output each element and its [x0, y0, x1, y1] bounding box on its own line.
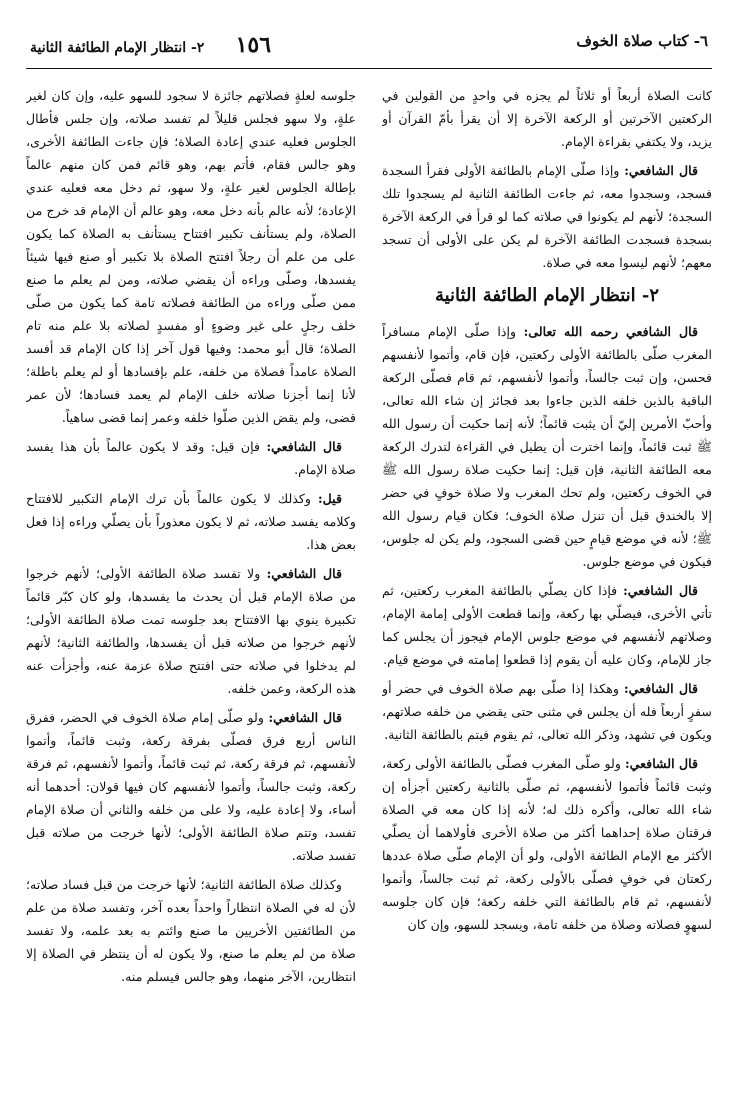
paragraph [382, 752, 712, 936]
paragraph: كانت الصلاة أربعاً أو ثلاثاً لم يجزه في واحدٍ من القولين في الركعتين الآخرتين أو الركعة الآخرة إلا أن يقرأ بأمّ القرآن أو يزيد، ولا يكتفي بقراءة الإمام. [382, 88, 712, 149]
paragraph: جلوسه لعلةٍ فصلاتهم جائزة لا سجود للسهو عليه، وإن كان لغير علةٍ، ولا سهو فجلس قليلاً لم تفسد صلاته، وإن جلس فأطال الجلوس فعليه عندي إعادة الصلاة؛ فإن جاءت الطائفة الأخرى، وهو جالس فقام، فأتم بهم، وهو قائم فمن كان منهم عالماً بإطالة الجلوس لغير علةٍ، ولا سهو، ثم دخل معه فعليه عندي الإعادة؛ لأنه عالم بأنه دخل معه، وهو عالم أن الإمام قد خرج من الصلاة، ولم يستأنف تكبير افتتاح يستأنف به الصلاة كما يكون على من علم أن رجلاً افتتح الصلاة بلا تكبير أو صنع فيها شيئاً يفسدها، وصلّى وراءه أن يقضي صلاته، ومن لم يعلم ما صنع ممن صلّى وراءه من الطائفة فصلاته تامة كما يكون من صلّى خلف رجلٍ على غير وضوءٍ أو مفسدٍ لصلاته بلا علم منه تام الصلاة؛ قال أبو محمد: وفيها قول آخر إذا كان الإمام قد أفسد الصلاة عامداً فصلاة من خلفه، علم بإفسادها أو لم يعلم باطلة؛ لأنا إنما أجزنا صلاته خلف الإمام لم يعمد فسادها؛ لأن عمر قضى، ولم يقض الذين صلّوا خلفه وعمر إنما قضى ساهياً. [26, 88, 356, 425]
paragraph [382, 579, 712, 671]
speaker-label: قال الشافعي رحمه الله تعالى: [523, 324, 698, 339]
page-number: ١٥٦ [235, 32, 272, 58]
paragraph-text: وإذا صلّى الإمام بالطائفة الأولى فقرأ السجدة فسجد، وسجدوا معه، ثم جاءت الطائفة الثانية لم يسجدوا تلك السجدة؛ لأنهم لم يكونوا في صلاته كما لو قرأ في الركعة الآخرة بسجدة فسجدت الطائفة الآخرة لم يكن على الأولى أن تسجد معهم؛ لأنهم ليسوا معه في صلاة. [382, 163, 712, 270]
paragraph-text: ولا تفسد صلاة الطائفة الأولى؛ لأنهم خرجوا من صلاة الإمام قبل أن يحدث ما يفسدها، ولو كان كبّر قائماً تكبيرة ينوي بها الافتتاح بعد جلوسه تمت صلاة الطائفة الأولى؛ لأنهم خرجوا من صلاته قبل أن يفسدها، والطائفة الثانية؛ لأنهم لم يدخلوا في صلاته حتى افتتح صلاة عزمة عنه، وأجزأت عنه هذه الركعة، وعمن خلفه. [26, 566, 356, 696]
speaker-label: قال الشافعي: [268, 710, 342, 725]
paragraph-text: فإذا كان يصلّي بالطائفة المغرب ركعتين، ثم تأتي الأخرى، فيصلّي بها ركعة، وإنما قطعت الأولى إمامة الإمام، وصلاتهم لأنفسهم في موضع جلوس الإمام فيجوز أن يجلس كما جاز للإمام، وكان عليه أن يقوم إذا قطعوا إمامته في موضع قيام. [382, 583, 712, 667]
paragraph-text: وهكذا إذا صلّى بهم صلاة الخوف في حضر أو سفرٍ أربعاً فله أن يجلس في مثنى حتى يقضي من خلفه صلاتهم، ويكون في تشهد، وذكر الله تعالى، ثم يقوم فيتم بالطائفة الثانية. [382, 681, 712, 742]
speaker-label: قيل: [317, 491, 342, 506]
left-column [26, 84, 356, 1092]
paragraph [26, 435, 356, 481]
speaker-label: قال الشافعي: [266, 566, 342, 581]
paragraph [26, 562, 356, 700]
paragraph [26, 706, 356, 867]
paragraph [382, 159, 712, 274]
paragraph [382, 320, 712, 573]
paragraph [26, 487, 356, 556]
section-title: ٢- انتظار الإمام الطائفة الثانية [434, 285, 660, 306]
paragraph-text: فإن قيل: وقد لا يكون عالماً بأن هذا يفسد صلاة الإمام. [26, 439, 356, 477]
paragraph [382, 677, 712, 746]
speaker-label: قال الشافعي: [623, 583, 698, 598]
speaker-label: قال الشافعي: [624, 163, 698, 178]
book-page [26, 26, 712, 1092]
speaker-label: قال الشافعي: [266, 439, 342, 454]
right-column [382, 84, 712, 1092]
paragraph-text: وكذلك لا يكون عالماً بأن ترك الإمام التكبير للافتتاح وكلامه يفسد صلاته، ثم لا يكون معذوراً بأن يصلّي وراءه إذا فعل بعض هذا. [26, 491, 356, 552]
header-left [30, 32, 271, 58]
running-title: ٢- انتظار الإمام الطائفة الثانية [30, 40, 205, 56]
paragraph-text: وإذا صلّى الإمام مسافراً المغرب صلّى بالطائفة الأولى ركعتين، فإن قام، وأتموا لأنفسهم فحسن، وإن ثبت جالساً، وأتموا لأنفسهم، ثم قام فصلّى الركعة الباقية بالذين خلفه الذين جاءوا بعد فجائز إن شاء الله تعالى، وأحبّ الأمرين إليّ أن يثبت قائماً؛ لأنه إنما حكيت أن رسول الله ﷺ ثبت قائماً، وإنما اخترت أن يطيل في القراءة لتدرك الركعة معه الطائفة الثانية، فإن قيل: إنما حكيت صلاة رسول الله ﷺ في الخوف ركعتين، ولم تحك المغرب ولا صلاة خوفٍ في حضر إلا بالخندق قبل أن تنزل صلاة الخوف؛ فكان قيام رسول الله ﷺ؛ لأنه في موضع قيامٍ حين قضى السجود، ولم يكن له جلوس، فيكون في موضع جلوس. [382, 324, 712, 569]
paragraph: وكذلك صلاة الطائفة الثانية؛ لأنها خرجت من قبل فساد صلاته؛ لأن له في الصلاة انتظاراً واحداً بعده آخر، وتفسد صلاة من علم من الطائفتين الأخريين ما صنع وائتم به بعد علمه، ولا تفسد صلاة من لم يعلم ما صنع، ولا يكون له أن ينتظر في الصلاة إلا انتظارين، الآخر منهما، وهو جالس فيسلم منه. [26, 877, 356, 984]
paragraph-text: ولو صلّى المغرب فصلّى بالطائفة الأولى ركعة، وثبت قائماً فأتموا لأنفسهم، ثم صلّى بالثانية ركعتين أجزأه إن شاء الله تعالى، وأكره ذلك له؛ لأنه إذا كان معه في الصلاة فرقتان صلاة إحداهما أكثر من صلاة الأخرى فأولاهما أن يصلّي الأكثر مع الإمام الطائفة الأولى، ولو أن الإمام صلّى صلاة عددها ركعتان في خوفٍ فصلّى بالأولى ركعة، ثم ثبت جالساً، وأتموا لأنفسهم، ثم قام بالطائفة التي خلفه ركعة؛ فإن كان جلوسه لسهوٍ فصلاته وصلاة من خلفه تامة، ويسجد للسهو، وإن كان [382, 756, 712, 932]
chapter-title: ٦- كتاب صلاة الخوف [576, 32, 708, 50]
page-header [26, 26, 712, 69]
speaker-label: قال الشافعي: [623, 681, 698, 696]
paragraph-text: ولو صلّى إمام صلاة الخوف في الحضر، ففرق الناس أربع فرق فصلّى بفرقة ركعة، وثبت قائماً، وأتموا لأنفسهم، ثم فرقة ركعة، ثم ثبت قائماً، وأتموا لأنفسهم، ثم فرقة ركعة، وثبت جالساً، وأتموا لأنفسهم كان فيها قولان: أحدهما أنه أساء، ولا إعادة عليه، ولا على من خلفه والثاني أن صلاة الإمام تفسد، وتتم صلاة الطائفة الأولى؛ لأنها خرجت من صلاته قبل تفسد صلاته. [26, 710, 356, 863]
speaker-label: قال الشافعي: [624, 756, 698, 771]
